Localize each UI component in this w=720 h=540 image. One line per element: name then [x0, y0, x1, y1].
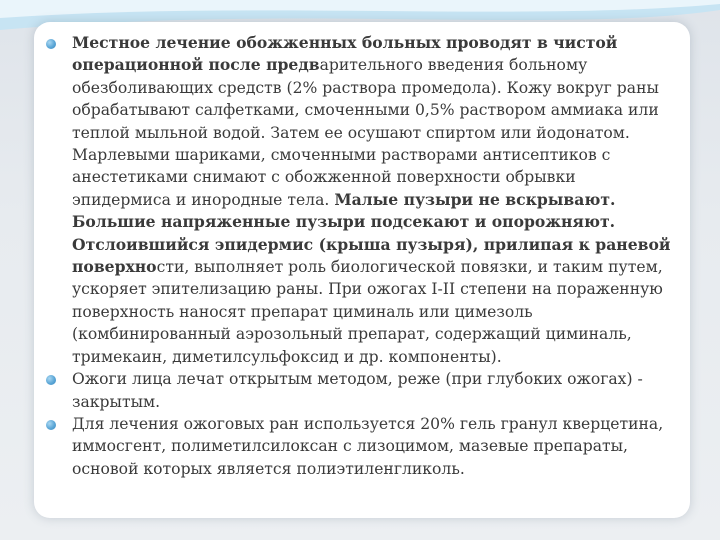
bullet-text: Для лечения ожоговых ран используется 20% гель гранул кверцетина, иммосгент, полиметилсилоксан с лизоцимом, мазевые препараты, основой которых является полиэтиленгликоль.: [72, 414, 664, 478]
bullet-text: сти, выполняет роль биологической повязки, и таким путем, ускоряет эпителизацию раны. При ожогах I-II степени на пораженную поверхность наносят препарат циминаль или цимезоль (комбинированный аэрозольный препарат, содержащий циминаль, тримекаин, диметилсульфоксид и др. компоненты).: [72, 258, 663, 366]
bullet-dot-icon: [46, 39, 56, 49]
bullet-dot-icon: [46, 375, 56, 385]
bullet-item-wound-treatment: [64, 413, 678, 480]
bullet-text-bold: Малые пузыри не вскрывают. Большие напряженные пузыри подсекают и опорожняют. Отслоившийся эпидермис (крыша пузыря), прилипая к раневой поверхно: [72, 189, 671, 277]
bullet-item-face-burns: [64, 368, 678, 413]
bullet-text: арительного введения больному обезболивающих средств (2% раствора промедола). Кожу вокруг раны обрабатывают салфетками, смоченными 0,5% раствором аммиака или теплой мыльной водой. Затем ее осушают спиртом или йодонатом. Марлевыми шариками, смоченными растворами антисептиков с анестетиками снимают с обожженной поверхности обрывки эпидермиса и инородные тела.: [72, 56, 659, 209]
content-panel: [34, 22, 690, 518]
bullet-text-bold: Местное лечение обожженных больных проводят в чистой операционной после предв: [72, 33, 618, 75]
bullet-item-local-treatment: [64, 32, 678, 368]
bullet-text: Ожоги лица лечат открытым методом, реже (при глубоких ожогах) - закрытым.: [72, 370, 643, 411]
bullet-list: [34, 22, 690, 480]
bullet-dot-icon: [46, 420, 56, 430]
